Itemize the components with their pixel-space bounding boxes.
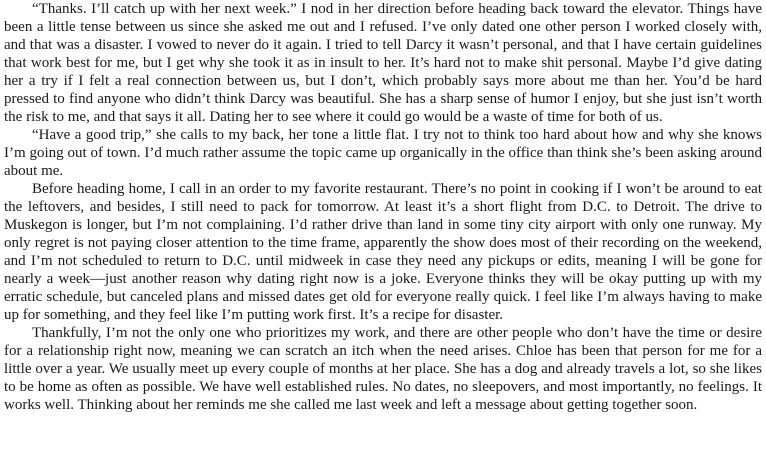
paragraph-2: “Have a good trip,” she calls to my back, her tone a little flat. I try not to think too hard about how and why she knows I’m going out of town. I’d much rather assume the topic came up organically in the office than think she’s been asking around about me. (4, 127, 762, 179)
paragraph-3: Before heading home, I call in an order to my favorite restaurant. There’s no point in cooking if I won’t be around to eat the leftovers, and besides, I still need to pack for tomorrow. At least it’s a short flight from D.C. to Detroit. The drive to Muskegon is longer, but I’m not complaining. I’d rather drive than land in some tiny city airport with only one runway. My only regret is not paying closer attention to the time frame, apparently the show does most of their recording on the weekend, and I’m not scheduled to return to D.C. until midweek in case they need any pickups or edits, meaning I will be gone for nearly a week—just another reason why dating right now is a joke. Everyone thinks they will be okay putting up with my erratic schedule, but canceled plans and missed dates get old for everyone really quick. I feel like I’m always having to make up for something, and they feel like I’m putting work first. It’s a recipe for disaster. (4, 181, 762, 323)
paragraph-1: “Thanks. I’ll catch up with her next week.” I nod in her direction before heading back toward the elevator. Things have been a little tense between us since she asked me out and I refused. I’ve only dated one other person I worked closely with, and that was a disaster. I vowed to never do it again. I tried to tell Darcy it wasn’t personal, and that I have certain guidelines that work best for me, but I get why she took it as in insult to her. It’s hard not to make shit personal. Maybe I’d give dating her a try if I felt a real connection between us, but I don’t, which probably says more about me than her. You’d be hard pressed to find anyone who didn’t think Darcy was beautiful. She has a sharp sense of humor I enjoy, but she just isn’t worth the risk to me, and that says it all. Dating her to see where it could go would be a waste of time for both of us. (4, 1, 762, 125)
paragraph-4: Thankfully, I’m not the only one who prioritizes my work, and there are other people who don’t have the time or desire for a relationship right now, meaning we can scratch an itch when the need arises. Chloe has been that person for me for a little over a year. We usually meet up every couple of months at her place. She has a dog and already travels a lot, so she likes to be home as often as possible. We have well established rules. No dates, no sleepovers, and most importantly, no feelings. It works well. Thinking about her reminds me she called me last week and left a message about getting together soon. (4, 325, 762, 413)
